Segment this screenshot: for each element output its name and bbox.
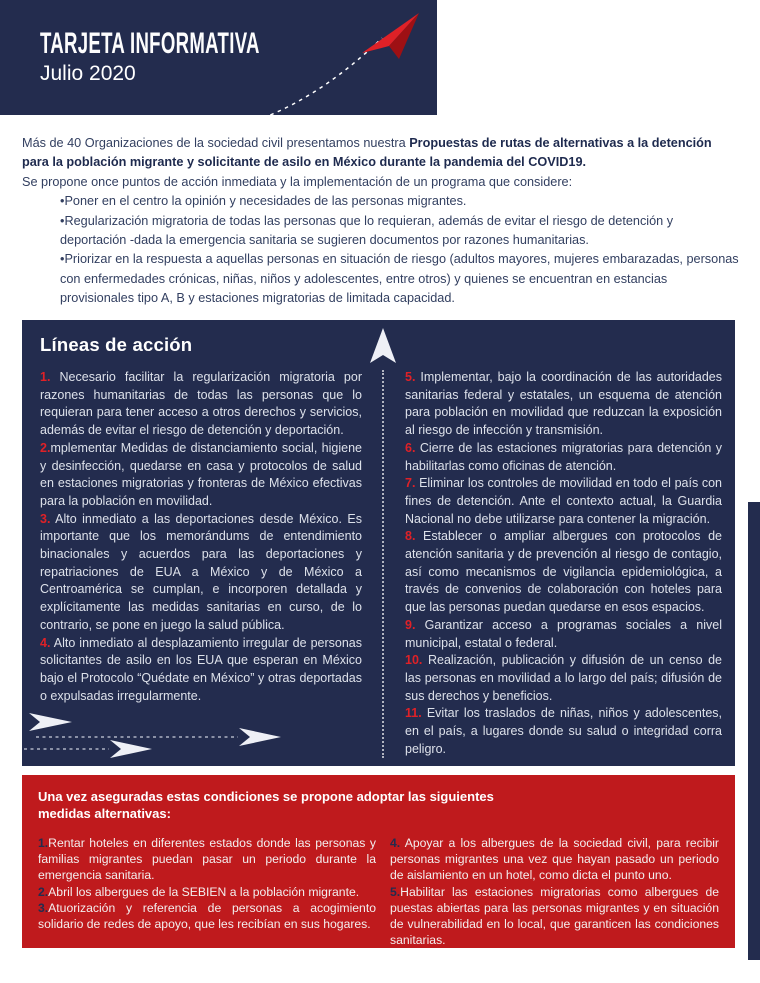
- item-text: Necesario facilitar la regularización migratoria por razones humanitarias de todas las personas que lo requieran para tener acceso a otros derechos y servicios, además de evitar el riesgo de detención y deportación.: [40, 370, 362, 438]
- item-number: 1.: [38, 836, 49, 850]
- measure-item: [38, 884, 376, 900]
- column-gap: [376, 835, 390, 948]
- item-number: 8.: [405, 529, 416, 544]
- plane-shape: [370, 328, 396, 363]
- action-item: [405, 617, 722, 652]
- item-number: 7.: [405, 476, 416, 491]
- action-item: [40, 511, 362, 635]
- item-number: 3.: [38, 900, 49, 915]
- item-number: 9.: [405, 617, 416, 632]
- intro-bullet: •Priorizar en la respuesta a aquellas personas en situación de riesgo (adultos mayores, mujeres embarazadas, personas con enfermedades crónicas, niñas, niños y adolescentes, entre otros) y quienes se encuentran en estancias provisionales tipo A, B y estaciones migratorias de limitada capacidad.: [60, 252, 739, 306]
- item-text: Realización, publicación y difusión de un censo de las personas en movilidad a lo largo del país; difusión de sus derechos y beneficios.: [405, 653, 722, 703]
- medidas-right-column: [390, 835, 719, 948]
- item-text: Apoyar a los albergues de la sociedad civil, para recibir personas migrantes una vez que hayan pasado un periodo de aislamiento en un hotel, como dicta el punto uno.: [390, 836, 719, 883]
- item-text: Cierre de las estaciones migratorias para detención y habilitarlas como oficinas de atención.: [405, 440, 722, 473]
- item-number: 10.: [405, 653, 423, 668]
- action-item: [405, 475, 722, 528]
- item-number: 1.: [40, 370, 51, 384]
- action-item: [405, 528, 722, 617]
- lineas-right-column: [405, 369, 722, 758]
- item-text: mplementar Medidas de distanciamiento social, higiene y desinfección, quedarse en casa y protocolos de salud en estaciones migratorias y fronteras de México efectivas para la población en movilidad.: [40, 440, 362, 508]
- intro-line: Se propone once puntos de acción inmediata y la implementación de un programa que considere:: [22, 174, 573, 189]
- header-text: [40, 27, 394, 86]
- action-item: [405, 440, 722, 475]
- item-number: 5.: [405, 370, 416, 384]
- page-title: TARJETA INFORMATIVA: [40, 27, 260, 60]
- measure-item: [390, 835, 719, 884]
- item-number: 6.: [405, 440, 416, 455]
- intro-lead-bold: Propuestas de rutas de alternativas a la detención para la población migrante y solicitante de asilo en México durante la pandemia del COVID19.: [22, 136, 712, 170]
- item-text: Rentar hoteles en diferentes estados donde las personas y familias migrantes puedan pasar un periodo durante la emergencia sanitaria.: [38, 836, 376, 883]
- lineas-columns: [40, 369, 722, 758]
- item-text: Evitar los traslados de niñas, niños y adolescentes, en el país, a lugares donde su salud o integridad corra peligro.: [405, 706, 722, 756]
- item-text: Eliminar los controles de movilidad en todo el país con fines de detención. Ante el contexto actual, la Guardia Nacional no debe utilizarse para contener la migración.: [405, 476, 722, 526]
- white-paper-planes-right-icon: [24, 712, 314, 762]
- side-accent-bar: [748, 502, 760, 960]
- medidas-left-column: [38, 835, 376, 948]
- item-text: Implementar, bajo la coordinación de las autoridades sanitarias federal y estatales, un esquema de atención para población en movilidad que reduzcan la exposición al riesgo de infección y transmisión.: [405, 370, 722, 438]
- white-paper-plane-up-icon: [370, 328, 396, 366]
- lineas-left-column: [40, 369, 362, 758]
- measure-item: [38, 900, 376, 932]
- item-text: Alto inmediato a las deportaciones desde México. Es importante que los memorándums de entendimiento binacionales y acuerdos para las deportaciones y repatriaciones de EUA a México y de México a Centroamérica se cumplan, e incorporen detallada y explícitamente las medidas sanitarias en curso, de lo contrario, se pone en juego la salud pública.: [40, 511, 362, 632]
- item-number: 3.: [40, 511, 51, 526]
- lineas-de-accion-box: [22, 320, 735, 766]
- plane-shape: [29, 713, 72, 731]
- measure-item: [38, 835, 376, 884]
- item-number: 2.: [38, 884, 49, 899]
- measure-item: [390, 884, 719, 948]
- lineas-title: Líneas de acción: [40, 334, 193, 355]
- action-item: [405, 705, 722, 758]
- intro-lead: Más de 40 Organizaciones de la sociedad civil presentamos nuestra: [22, 136, 410, 150]
- item-text: Atuorización y referencia de personas a acogimiento solidario de redes de apoyo, que les recibían en sus hogares.: [38, 900, 376, 932]
- action-item: [40, 369, 362, 440]
- action-item: [40, 440, 362, 511]
- intro-paragraph: [22, 134, 740, 173]
- item-text: Alto inmediato al desplazamiento irregular de personas solicitantes de asilo en los EUA que esperan en México bajo el Protocolo “Quédate en México” y otras deportadas o expulsadas irregularmente.: [40, 635, 362, 703]
- vertical-dotted-line: [382, 370, 384, 758]
- item-number: 4.: [40, 635, 51, 650]
- item-number: 5.: [390, 884, 401, 899]
- item-text: Establecer o ampliar albergues con protocolos de atención sanitaria y de prevención al riesgo de contagio, así como mecanismos de vigilancia epidemiológica, a través de convenios de colaboración con hoteles para que las personas puedan quedarse en esos espacios.: [405, 529, 722, 615]
- item-text: Habilitar las estaciones migratorias como albergues de puestas abiertas para las personas migrantes y en situación de vulnerabilidad en lo local, que garanticen las condiciones sanitarias.: [390, 884, 719, 948]
- action-item: [40, 635, 362, 706]
- medidas-alternativas-box: [22, 775, 735, 948]
- medidas-title: Una vez aseguradas estas condiciones se propone adoptar las siguientes medidas alternativas:: [38, 789, 494, 821]
- item-number: 11.: [405, 706, 422, 721]
- plane-shape: [110, 740, 152, 758]
- intro-bullet: •Poner en el centro la opinión y necesidades de las personas migrantes.: [60, 194, 467, 209]
- medidas-columns: [38, 835, 719, 948]
- item-text: Garantizar acceso a programas sociales a nivel municipal, estatal o federal.: [405, 617, 722, 650]
- header-banner: [0, 0, 437, 115]
- intro-section: [22, 134, 740, 309]
- intro-bullet: •Regularización migratoria de todas las personas que lo requieran, además de evitar el riesgo de detención y deportación -dada la emergencia sanitaria se sugieren documentos por razones humanitarias.: [60, 213, 674, 248]
- action-item: [405, 369, 722, 440]
- page-subtitle: Julio 2020: [40, 62, 136, 85]
- item-number: 4.: [390, 836, 401, 850]
- action-item: [405, 652, 722, 705]
- item-number: 2.: [40, 440, 51, 455]
- item-text: Abril los albergues de la SEBIEN a la población migrante.: [48, 884, 360, 899]
- plane-shape: [239, 728, 281, 746]
